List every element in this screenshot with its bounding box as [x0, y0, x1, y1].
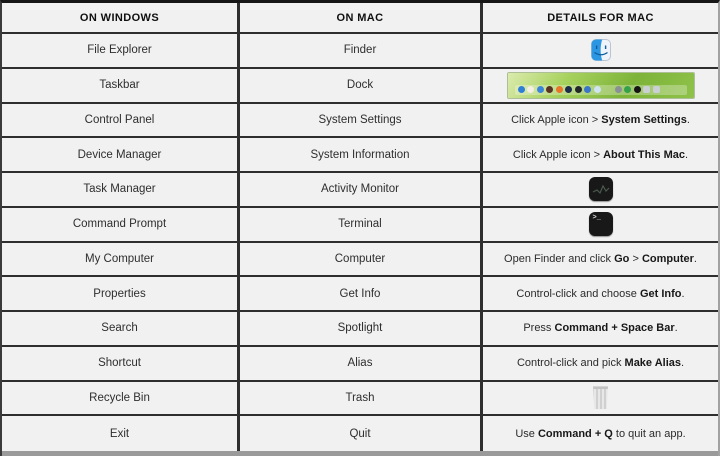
terminal-icon: >_ — [589, 212, 613, 236]
details-segment: Open Finder and click — [504, 252, 615, 265]
cell-windows-term: Recycle Bin — [2, 382, 240, 417]
column-header-on-windows: ON WINDOWS — [2, 3, 240, 34]
details-segment: . — [686, 113, 690, 126]
details-segment: Command + Space Bar — [554, 322, 675, 335]
details-segment: . — [681, 357, 685, 370]
dock-app-icon — [565, 86, 572, 93]
dock-screenshot — [508, 73, 694, 98]
details-segment: Click Apple icon > — [511, 113, 602, 126]
dock-app-icon — [594, 86, 601, 93]
details-text — [513, 149, 688, 161]
details-segment: About This Mac — [603, 148, 685, 161]
cell-mac-details — [483, 208, 718, 243]
details-segment: to quit an app. — [612, 427, 686, 440]
details-text — [511, 114, 690, 126]
cell-windows-term: My Computer — [2, 243, 240, 278]
details-segment: Click Apple icon > — [512, 148, 604, 161]
cell-mac-term: System Settings — [240, 104, 483, 139]
dock-app-icon — [546, 86, 553, 93]
details-segment: > — [629, 252, 642, 265]
details-segment: Command + Q — [537, 427, 613, 440]
dock-app-icon — [556, 86, 563, 93]
details-segment: Control-click and choose — [516, 287, 640, 300]
dock-app-icon — [643, 86, 650, 93]
dock-app-icon — [653, 86, 660, 93]
dock-app-icon — [518, 86, 525, 93]
cell-windows-term: Shortcut — [2, 347, 240, 382]
cell-windows-term: Properties — [2, 277, 240, 312]
cell-windows-term: Device Manager — [2, 138, 240, 173]
cell-windows-term: Taskbar — [2, 69, 240, 104]
activity-monitor-icon — [589, 177, 613, 201]
details-text — [515, 428, 685, 440]
details-text — [516, 288, 684, 300]
cell-mac-term: System Information — [240, 138, 483, 173]
dock-app-icon — [584, 86, 591, 93]
cell-windows-term: Command Prompt — [2, 208, 240, 243]
details-segment: Get Info — [639, 287, 682, 300]
finder-icon — [591, 39, 611, 61]
dock-app-icon — [575, 86, 582, 93]
details-segment: . — [681, 287, 685, 300]
cell-mac-term: Computer — [240, 243, 483, 278]
cell-windows-term: Exit — [2, 416, 240, 451]
cell-mac-details — [483, 138, 718, 173]
bottom-edge-strip — [2, 451, 718, 456]
dock-app-icon — [634, 86, 641, 93]
details-segment: System Settings — [601, 113, 687, 126]
details-text — [523, 322, 677, 334]
cell-mac-term: Trash — [240, 382, 483, 417]
cell-mac-details — [483, 312, 718, 347]
column-header-on-mac: ON MAC — [240, 3, 483, 34]
details-segment: Press — [523, 322, 555, 335]
cell-windows-term: Control Panel — [2, 104, 240, 139]
cell-mac-details — [483, 104, 718, 139]
cell-mac-term: Terminal — [240, 208, 483, 243]
column-header-details-for-mac: DETAILS FOR MAC — [483, 3, 718, 34]
comparison-table — [2, 3, 718, 451]
details-segment: Go — [614, 252, 630, 265]
cell-mac-term: Alias — [240, 347, 483, 382]
cell-mac-term: Finder — [240, 34, 483, 69]
cell-windows-term: Search — [2, 312, 240, 347]
cell-windows-term: File Explorer — [2, 34, 240, 69]
cell-windows-term: Task Manager — [2, 173, 240, 208]
details-segment: . — [674, 322, 678, 335]
cell-mac-term: Spotlight — [240, 312, 483, 347]
cell-mac-details — [483, 69, 718, 104]
dock-app-icon — [615, 86, 622, 93]
cell-mac-details — [483, 243, 718, 278]
cell-mac-details — [483, 34, 718, 69]
cell-mac-term: Get Info — [240, 277, 483, 312]
cell-mac-details — [483, 347, 718, 382]
dock-app-icon — [624, 86, 631, 93]
cell-mac-term: Dock — [240, 69, 483, 104]
cell-mac-details — [483, 382, 718, 417]
details-segment: Control-click and pick — [516, 357, 625, 370]
cell-mac-details — [483, 173, 718, 208]
details-text — [504, 253, 697, 265]
details-segment: . — [685, 148, 689, 161]
cell-mac-details — [483, 277, 718, 312]
dock-app-icon — [537, 86, 544, 93]
details-segment: Make Alias — [624, 357, 681, 370]
cell-mac-term: Quit — [240, 416, 483, 451]
cell-mac-term: Activity Monitor — [240, 173, 483, 208]
details-segment: Computer — [641, 252, 694, 265]
details-text — [517, 357, 684, 369]
trash-icon — [592, 386, 609, 409]
details-segment: . — [693, 252, 697, 265]
dock-app-icon — [527, 86, 534, 93]
details-segment: Use — [515, 427, 538, 440]
cell-mac-details — [483, 416, 718, 451]
